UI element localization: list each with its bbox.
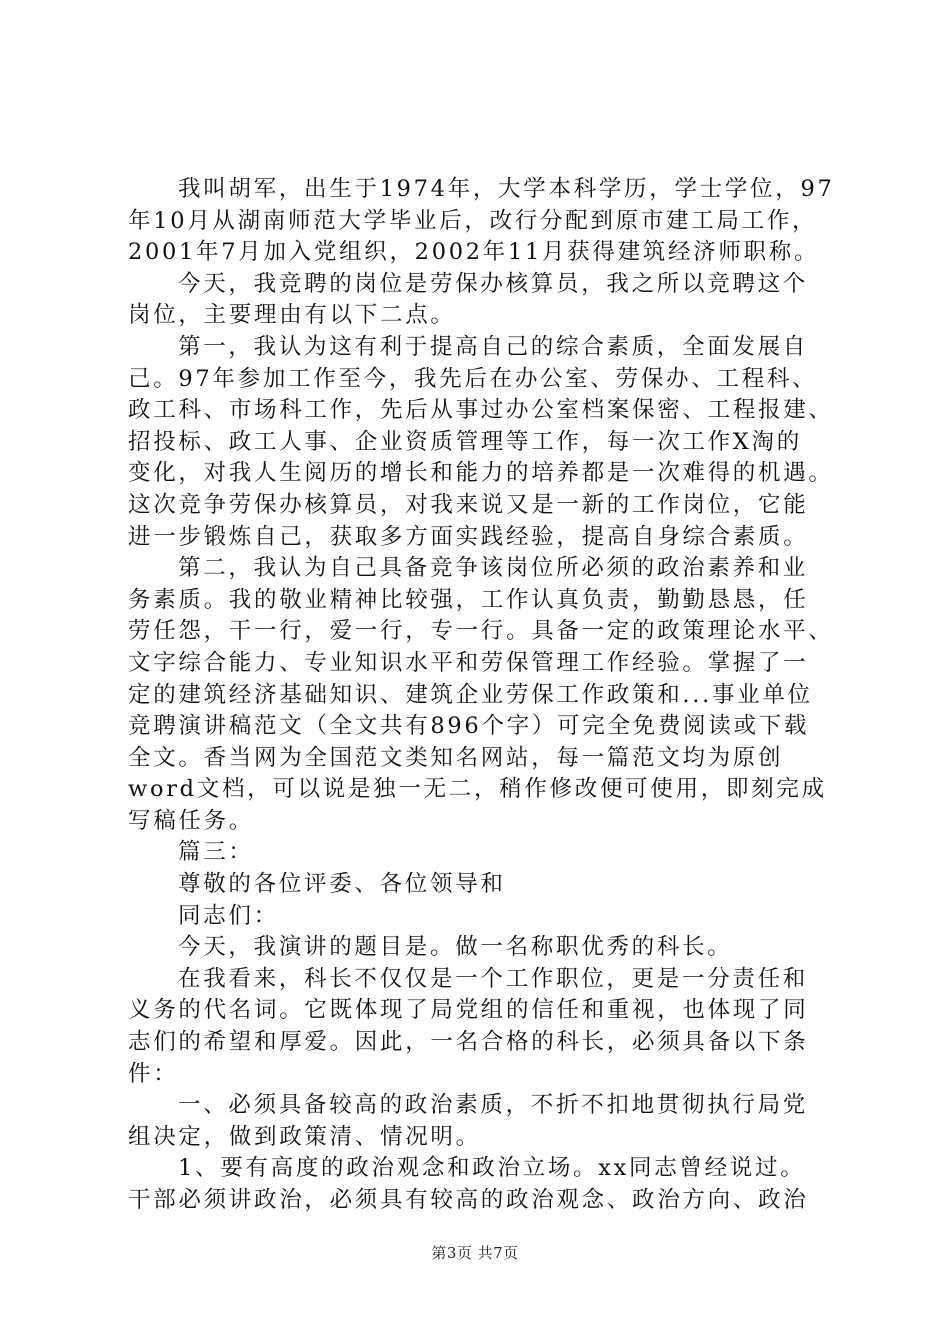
text-line: 进一步锻炼自己，获取多方面实践经验，提高自身综合素质。 (128, 523, 809, 550)
text-line: 在我看来，科长不仅仅是一个工作职位，更是一分责任和 (178, 965, 809, 992)
text-line: 第一，我认为这有利于提高自己的综合素质，全面发展自 (178, 333, 809, 360)
text-line: 年10月从湖南师范大学毕业后，改行分配到原市建工局工作， (128, 207, 818, 234)
text-line: 劳任怨，干一行，爱一行，专一行。具备一定的政策理论水平、 (128, 618, 834, 645)
document-body (128, 174, 838, 1217)
text-line: 全文。香当网为全国范文类知名网站，每一篇范文均为原创 (128, 744, 784, 771)
text-line: 招投标、政工人事、企业资质管理等工作，每一次工作X淘的 (128, 428, 802, 455)
text-line: 今天，我演讲的题目是。做一名称职优秀的科长。 (178, 934, 733, 961)
text-line: 竞聘演讲稿范文（全文共有896个字）可完全免费阅读或下载 (128, 713, 810, 740)
text-line: 写稿任务。 (128, 807, 255, 834)
text-line: 文字综合能力、专业知识水平和劳保管理工作经验。掌握了一 (128, 649, 809, 676)
text-line: 定的建筑经济基础知识、建筑企业劳保工作政策和...事业单位 (128, 681, 813, 708)
text-line: 变化，对我人生阅历的增长和能力的培养都是一次难得的机遇。 (128, 460, 834, 487)
text-line: 义务的代名词。它既体现了局党组的信任和重视，也体现了同 (128, 997, 809, 1024)
text-line: 同志们： (178, 902, 279, 929)
text-line: 尊敬的各位评委、各位领导和 (178, 871, 506, 898)
text-line: 第二，我认为自己具备竞争该岗位所必须的政治素养和业 (178, 555, 809, 582)
text-line: 政工科、市场科工作，先后从事过办公室档案保密、工程报建、 (128, 397, 834, 424)
text-line: 组决定，做到政策清、情况明。 (128, 1123, 481, 1150)
text-line: 务素质。我的敬业精神比较强，工作认真负责，勤勤恳恳，任 (128, 586, 809, 613)
text-line: 今天，我竞聘的岗位是劳保办核算员，我之所以竞聘这个 (178, 270, 809, 297)
text-line: 干部必须讲政治，必须具有较高的政治观念、政治方向、政治 (128, 1187, 809, 1213)
page-footer: 第3页 共7页 (431, 1244, 519, 1262)
text-line: 岗位，主要理由有以下二点。 (128, 302, 456, 329)
text-line: 2001年7月加入党组织，2002年11月获得建筑经济师职称。 (128, 239, 820, 266)
text-line: 篇三： (178, 839, 254, 866)
text-line: 件： (128, 1060, 179, 1087)
text-line: 己。97年参加工作至今，我先后在办公室、劳保办、工程科、 (128, 365, 818, 392)
text-line: 1、要有高度的政治观念和政治立场。xx同志曾经说过。 (178, 1155, 806, 1182)
text-line: 我叫胡军，出生于1974年，大学本科学历，学士学位，97 (178, 176, 835, 202)
text-line: word文档，可以说是独一无二，稍作修改便可使用，即刻完成 (128, 776, 827, 803)
text-line: 这次竞争劳保办核算员，对我来说又是一新的工作岗位，它能 (128, 491, 809, 518)
text-line: 一、必须具备较高的政治素质，不折不扣地贯彻执行局党 (178, 1092, 809, 1119)
text-line: 志们的希望和厚爱。因此，一名合格的科长，必须具备以下条 (128, 1029, 809, 1056)
